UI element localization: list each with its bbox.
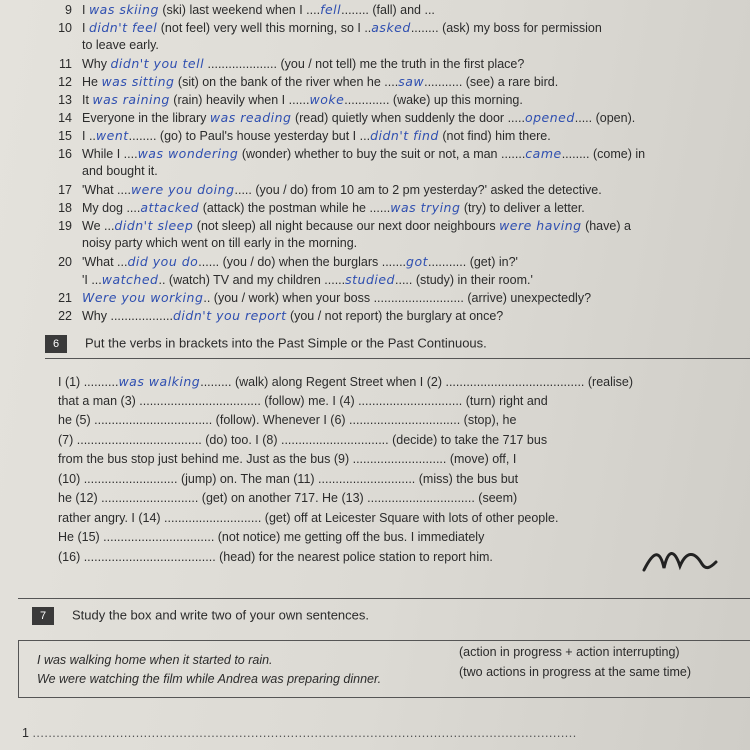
printed-text: ...... (you / do) when the burglars ....... <box>198 255 407 269</box>
handwritten-answer: was skiing <box>88 2 159 17</box>
printed-text: (wonder) whether to buy the suit or not, a man ....... <box>238 147 526 161</box>
example-note-1: (action in progress + action interrupting) <box>459 645 680 659</box>
exercise-line <box>58 491 517 506</box>
printed-text: He <box>82 75 102 89</box>
printed-text: ..... (study) in their room.' <box>395 273 533 287</box>
exercise-7-header <box>32 607 369 625</box>
exercise-line <box>46 200 585 216</box>
printed-text: 'What ... <box>82 255 128 269</box>
handwritten-answer: didn't sleep <box>114 218 194 233</box>
printed-text: (read) quietly when suddenly the door ..... <box>291 111 525 125</box>
line-number: 19 <box>58 219 72 233</box>
exercise-line <box>46 182 602 198</box>
exercise-line <box>46 2 435 18</box>
exercise-line <box>58 433 547 448</box>
handwritten-answer: fell <box>320 2 342 17</box>
printed-text: We ... <box>82 219 115 233</box>
exercise-6-instruction: Put the verbs in brackets into the Past Simple or the Past Continuous. <box>85 335 487 351</box>
exercise-line <box>46 20 602 36</box>
line-number: 12 <box>58 75 72 89</box>
exercise-line <box>46 146 645 162</box>
printed-text: (rain) heavily when I ...... <box>169 93 310 107</box>
printed-text: It <box>82 93 93 107</box>
handwritten-answer: was walking <box>118 374 201 389</box>
exercise-line <box>46 92 523 108</box>
printed-text: .. (watch) TV and my children ...... <box>158 273 346 287</box>
handwritten-answer: got <box>406 254 429 269</box>
printed-text: ......... (walk) along Regent Street when I (2) ........................................ (realise) <box>200 375 634 389</box>
handwritten-answer: watched <box>101 272 159 287</box>
printed-text: (16) ...................................... (head) for the nearest police station to report him. <box>58 549 493 564</box>
printed-text: I <box>82 3 89 17</box>
handwritten-answer: was trying <box>390 200 461 215</box>
line-number: 21 <box>58 291 72 305</box>
exercise-line <box>46 164 158 179</box>
exercise-line <box>46 74 558 90</box>
exercise-line <box>46 218 631 234</box>
line-number: 10 <box>58 21 72 35</box>
exercise-line <box>46 110 635 126</box>
handwritten-answer: went <box>95 128 129 143</box>
line-number: 22 <box>58 309 72 323</box>
printed-text: Why .................. <box>82 309 173 323</box>
line-number: 14 <box>58 111 72 125</box>
exercise-6-badge: 6 <box>45 335 67 353</box>
handwritten-answer: studied <box>345 272 395 287</box>
exercise-6-header <box>45 335 487 353</box>
printed-text: ..... (open). <box>574 111 636 125</box>
printed-text: (ski) last weekend when I .... <box>158 3 321 17</box>
example-sentence-2: We were watching the film while Andrea was preparing dinner. <box>37 672 382 686</box>
printed-text: ........ (go) to Paul's house yesterday but I ... <box>128 129 371 143</box>
printed-text: that a man (3) ................................... (follow) me. I (4) .............................. (turn) right and <box>58 393 548 408</box>
exercise-7-badge: 7 <box>32 607 54 625</box>
handwritten-answer: were having <box>499 218 582 233</box>
exercise-line <box>58 472 518 487</box>
line-number: 13 <box>58 93 72 107</box>
handwritten-answer: didn't you tell <box>110 56 205 71</box>
printed-text: Why <box>82 57 111 71</box>
printed-text: (attack) the postman while he ...... <box>199 201 391 215</box>
printed-text: from the bus stop just behind me. Just as the bus (9) ........................... (move) off, I <box>58 452 517 466</box>
printed-text: I <box>82 21 89 35</box>
answer-line-1 <box>22 726 577 741</box>
handwritten-answer: woke <box>309 92 345 107</box>
handwritten-answer: were you doing <box>130 182 235 197</box>
exercise-line <box>46 272 533 288</box>
printed-text: rather angry. I (14) ............................ (get) off at Leicester Square with lots of other people. <box>58 510 559 525</box>
printed-text: Everyone in the library <box>82 111 210 125</box>
printed-text: ........ (ask) my boss for permission <box>410 21 602 35</box>
handwritten-answer: was sitting <box>101 74 175 89</box>
line-number: 15 <box>58 129 72 143</box>
exercise-7-instruction: Study the box and write two of your own sentences. <box>72 607 370 623</box>
exercise-line <box>58 394 548 409</box>
exercise-line <box>46 308 503 324</box>
handwritten-answer: Were you working <box>82 290 204 305</box>
printed-text: My dog .... <box>82 201 141 215</box>
handwritten-answer: saw <box>398 74 425 89</box>
exercise-line <box>46 290 591 306</box>
exercise-line <box>58 413 516 428</box>
printed-text: ........ (fall) and ... <box>341 3 435 17</box>
section-rule <box>45 358 750 359</box>
handwritten-answer: came <box>525 146 562 161</box>
printed-text: .. (you / work) when your boss .......................... (arrive) unexpectedly? <box>203 291 592 305</box>
printed-text: (10) ........................... (jump) on. The man (11) ............................ (miss) the bus but <box>58 471 519 486</box>
printed-text: to leave early. <box>82 38 159 52</box>
example-note-2: (two actions in progress at the same time) <box>459 665 692 679</box>
printed-text: (not find) him there. <box>438 129 551 143</box>
handwritten-answer: opened <box>524 110 575 125</box>
section-rule-7 <box>18 598 750 599</box>
handwritten-answer: didn't feel <box>88 20 158 35</box>
printed-text: 'What .... <box>82 183 131 197</box>
printed-text: 'I ... <box>82 273 102 287</box>
printed-text: (have) a <box>581 219 631 233</box>
printed-text: (sit) on the bank of the river when he .... <box>174 75 399 89</box>
printed-text: (not sleep) all night because our next door neighbours <box>193 219 500 233</box>
printed-text: (not feel) very well this morning, so I .. <box>157 21 372 35</box>
printed-text: ............. (wake) up this morning. <box>344 93 523 107</box>
exercise-line <box>58 550 493 565</box>
printed-text: ........... (get) in?' <box>428 255 518 269</box>
example-sentence-1: I was walking home when it started to rain. <box>37 653 273 667</box>
printed-text: noisy party which went on till early in the morning. <box>82 236 358 250</box>
printed-text: and bought it. <box>82 164 158 178</box>
exercise-line <box>46 38 159 53</box>
printed-text: .................... (you / not tell) me the truth in the first place? <box>204 57 525 71</box>
line-number: 20 <box>58 255 72 269</box>
printed-text: (try) to deliver a letter. <box>460 201 585 215</box>
line-number: 9 <box>65 3 72 17</box>
line-number: 11 <box>59 57 72 71</box>
handwritten-answer: asked <box>371 20 411 35</box>
printed-text: ..... (you / do) from 10 am to 2 pm yesterday?' asked the detective. <box>234 183 602 197</box>
answer-number: 1 <box>22 726 29 740</box>
handwritten-answer: was wondering <box>137 146 239 161</box>
line-number: 17 <box>58 183 72 197</box>
exercise-line <box>46 236 357 251</box>
example-box <box>18 640 750 698</box>
answer-dots: ......................................................................................................................................... <box>32 726 577 740</box>
printed-text: I .. <box>82 129 96 143</box>
printed-text: (you / not report) the burglary at once? <box>286 309 504 323</box>
printed-text: ........ (come) in <box>561 147 646 161</box>
handwritten-answer: didn't find <box>370 128 439 143</box>
exercise-line <box>58 511 558 526</box>
printed-text: I (1) .......... <box>58 375 119 389</box>
handwritten-answer: attacked <box>140 200 200 215</box>
handwritten-scribble <box>640 540 720 580</box>
exercise-line <box>58 374 633 390</box>
handwritten-answer: didn't you report <box>173 308 287 323</box>
printed-text: ........... (see) a rare bird. <box>424 75 559 89</box>
line-number: 18 <box>58 201 72 215</box>
printed-text: he (5) .................................. (follow). Whenever I (6) ................................ (stop), he <box>58 413 517 427</box>
printed-text: He (15) ................................ (not notice) me getting off the bus. I immediately <box>58 530 485 544</box>
line-number: 16 <box>58 147 72 161</box>
printed-text: While I .... <box>82 147 138 161</box>
exercise-line <box>46 56 524 72</box>
exercise-line <box>58 452 516 467</box>
handwritten-answer: did you do <box>127 254 199 269</box>
handwritten-answer: was raining <box>92 92 170 107</box>
handwritten-answer: was reading <box>209 110 292 125</box>
printed-text: (7) .................................... (do) too. I (8) ............................... (decide) to take the 717 bus <box>58 432 548 447</box>
exercise-line <box>46 128 551 144</box>
printed-text: he (12) ............................ (get) on another 717. He (13) ............................... (seem) <box>58 491 518 505</box>
exercise-line <box>46 254 518 270</box>
exercise-line <box>58 530 484 545</box>
